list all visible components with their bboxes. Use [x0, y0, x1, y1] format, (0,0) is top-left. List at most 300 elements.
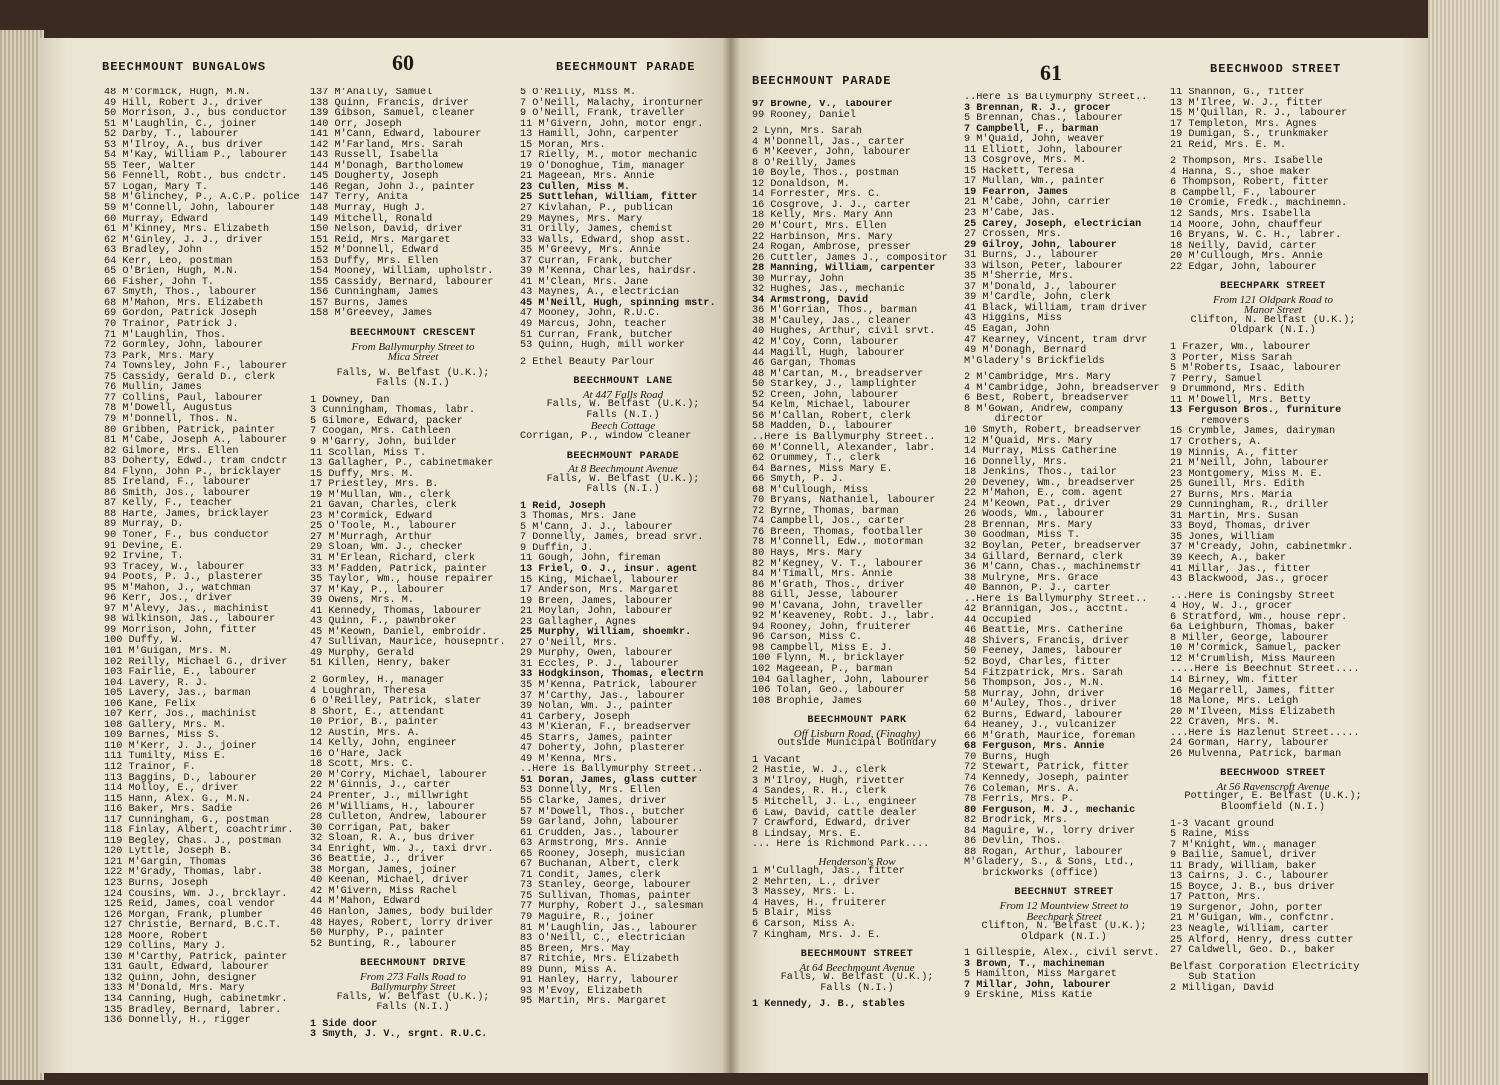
page-number: 60	[392, 50, 414, 75]
street-location: Beech Cottage	[590, 420, 656, 433]
right-running-head: BEECHWOOD STREET	[1210, 62, 1342, 76]
directory-entry: 39 Keech, A., baker	[1170, 552, 1287, 564]
directory-entry: 11 Scollan, Miss T.	[310, 447, 427, 459]
directory-entry: 7 Campbell, F., barman	[964, 123, 1099, 135]
directory-entry: 12 Donaldson, M.	[752, 178, 850, 190]
directory-entry: 11 M'Givern, John, motor engr.	[520, 118, 704, 130]
directory-entry: 31 Burns, J., labourer	[964, 250, 1099, 262]
directory-entry: 95 M'Mahon, J., watchman	[104, 582, 251, 594]
directory-entry: 45 M'Neill, Hugh, spinning mstr.	[520, 297, 716, 309]
directory-entry: 149 Mitchell, Ronald	[310, 213, 433, 225]
directory-entry: 31 Eccles, P. J., labourer	[520, 658, 679, 670]
directory-entry: 97 M'Alevy, Jas., machinist	[104, 603, 270, 615]
directory-entry: 39 M'Kenna, Charles, hairdsr.	[520, 266, 698, 278]
directory-entry: 83 Doherty, Edwd., tram cndctr	[104, 456, 288, 468]
directory-entry: 95 Martin, Mrs. Margaret	[520, 996, 667, 1008]
directory-entry: 19 Surgenor, John, porter	[1170, 902, 1323, 914]
directory-entry: 99 Rooney, Daniel	[752, 109, 856, 121]
ward-info: Oldpark (N.I.)	[1021, 931, 1107, 943]
directory-entry: 80 Ferguson, M. J., mechanic	[964, 804, 1136, 816]
directory-entry: 2 Ethel Beauty Parlour	[520, 356, 655, 368]
directory-entry: 2 Thompson, Mrs. Isabelle	[1170, 156, 1323, 168]
directory-entry: Belfast Corporation Electricity	[1170, 961, 1360, 973]
directory-entry: 29 Murphy, Owen, labourer	[520, 648, 673, 660]
directory-entry: 119 Begley, Chas. J., postman	[104, 835, 282, 847]
directory-entry: 26 Cuttler, James J., compositor	[752, 252, 948, 264]
directory-entry: 37 Curran, Frank, butcher	[520, 255, 673, 267]
directory-entry: 123 Burns, Joseph	[104, 878, 208, 890]
directory-entry: 4 M'Donnell, Jas., carter	[752, 136, 905, 148]
directory-entry: 35 M'Sherrie, Mrs.	[964, 271, 1075, 283]
directory-entry: 45 M'Keown, Daniel, embroidr.	[310, 626, 488, 638]
directory-entry: 74 Kennedy, Joseph, painter	[964, 773, 1130, 784]
directory-entry: 64 Heaney, J., vulcanizer	[964, 720, 1117, 732]
directory-entry: 33 Hodgkinson, Thomas, electrn	[520, 669, 704, 681]
directory-entry: 46 Beattie, Mrs. Catherine	[964, 625, 1123, 637]
directory-entry: 62 M'Ginley, J. J., driver	[104, 234, 263, 246]
directory-entry: 43 M'Kieran, F., breadserver	[520, 722, 692, 734]
directory-entry: 33 Walls, Edward, shop asst.	[520, 234, 692, 246]
directory-entry: 136 Donnelly, H., rigger	[104, 1015, 251, 1027]
directory-entry: 145 Dougherty, Joseph	[310, 171, 439, 183]
directory-entry: 56 M'Callan, Robert, clerk	[752, 410, 911, 422]
directory-entry: 23 Neagle, William, carter	[1170, 924, 1329, 936]
directory-entry: 8 O'Reilly, James	[752, 157, 856, 169]
directory-entry: 22 Harbinson, Mrs. Mary	[752, 231, 893, 243]
directory-entry: 142 M'Farland, Mrs. Sarah	[310, 139, 463, 151]
directory-entry: 101 M'Guigan, Mrs. M.	[104, 645, 233, 657]
ward-info: Falls, W. Belfast (U.K.);	[546, 399, 700, 411]
directory-entry: 17 Mullan, Wm., painter	[964, 176, 1105, 188]
directory-entry: 117 Cunningham, G., postman	[104, 814, 270, 826]
directory-entry: 10 Prior, B., painter	[310, 717, 439, 729]
spacer	[1170, 273, 1376, 279]
directory-entry: 89 Dunn, Miss A.	[520, 964, 618, 976]
street-heading: BEECHMOUNT DRIVE	[360, 958, 466, 970]
directory-entry: 9 M'Garry, John, builder	[310, 436, 457, 448]
directory-entry: 64 Kerr, Leo, postman	[104, 255, 233, 267]
directory-entry: 35 Taylor, Wm., house repairer	[310, 574, 494, 586]
directory-entry: 7 Donnelly, James, bread srvr.	[520, 532, 704, 544]
directory-entry: 128 Moore, Robert	[104, 930, 208, 942]
directory-entry: 15 Moran, Mrs.	[520, 139, 606, 151]
street-location: At 56 Ravenscroft Avenue	[1216, 780, 1330, 793]
spacer	[310, 950, 516, 956]
directory-entry: 82 Gilmore, Mrs. Ellen	[104, 445, 239, 457]
left-running-head: BEECHMOUNT PARADE	[752, 74, 892, 88]
street-location: At 64 Beechmount Avenue	[799, 961, 915, 974]
directory-entry: 68 Ferguson, Mrs. Annie	[964, 741, 1105, 753]
directory-entry: 32 Boylan, Peter, breadserver	[964, 540, 1142, 552]
street-heading: BEECHWOOD STREET	[1220, 768, 1326, 780]
directory-entry: 21 Moylan, John, labourer	[520, 606, 673, 618]
directory-entry: 44 Magill, Hugh, labourer	[752, 347, 905, 359]
directory-entry: 56 Fennell, Robt., bus cndctr.	[104, 171, 288, 183]
directory-entry: 6 Thompson, Robert, fitter	[1170, 177, 1329, 189]
directory-entry: 11 Elliott, John, labourer	[964, 144, 1123, 156]
directory-entry: ..Here is Ballymurphy Street..	[520, 764, 704, 776]
directory-entry: ..Here is Ballymurphy Street..	[964, 593, 1148, 605]
directory-entry: 33 Boyd, Thomas, driver	[1170, 521, 1311, 533]
directory-entry: 61 Crudden, Jas., labourer	[520, 827, 679, 839]
street-location: Beechpark Street	[1026, 910, 1102, 923]
directory-entry: 71 M'Laughlin, Thos.	[104, 329, 227, 341]
directory-entry: 3 Smyth, J. V., srgnt. R.U.C.	[310, 1029, 488, 1041]
directory-entry: 49 Marcus, John, teacher	[520, 319, 667, 331]
directory-entry: 6 Law, David, cattle dealer	[752, 807, 918, 819]
ward-info: Falls, W. Belfast (U.K.);	[546, 473, 700, 485]
street-location: At 8 Beechmount Avenue	[568, 463, 678, 476]
directory-entry: 94 Rooney, John, fruiterer	[752, 621, 911, 633]
directory-entry: 23 M'Cormick, Edward	[310, 510, 433, 522]
column	[964, 93, 1164, 1002]
directory-entry: 26 M'Williams, H., labourer	[310, 801, 476, 813]
directory-entry: 17 Priestley, Mrs. B.	[310, 479, 439, 491]
directory-entry: 52 Creen, John, labourer	[752, 389, 899, 401]
directory-entry: 42 M'Givern, Miss Rachel	[310, 885, 457, 897]
directory-entry: 79 M'Donnell, Thos. N.	[104, 413, 239, 425]
directory-entry: 154 Mooney, William, upholstr.	[310, 266, 494, 278]
directory-entry: 78 Ferris, Mrs. P.	[964, 794, 1075, 806]
ward-info: Clifton, N. Belfast (U.K.);	[981, 921, 1147, 933]
directory-entry: 105 Lavery, Jas., barman	[104, 688, 251, 700]
directory-entry: director	[964, 414, 1044, 426]
directory-entry: Sub Station	[1170, 972, 1256, 984]
directory-entry: 76 Mullin, James	[104, 382, 202, 394]
directory-entry: 1 M'Cullagh, Jas., fitter	[752, 866, 905, 878]
directory-entry: 111 Tumilty, Miss E.	[104, 751, 227, 763]
directory-entry: 11 M'Dowell, Mrs. Betty	[1170, 394, 1311, 406]
directory-entry: 80 Hays, Mrs. Mary	[752, 547, 863, 559]
directory-entry: 37 M'Donald, J., labourer	[964, 281, 1117, 293]
directory-entry: 102 Mageean, P., barman	[752, 663, 893, 675]
directory-entry: 51 M'Laughlin, C., joiner	[104, 118, 257, 130]
directory-entry: 7 Crawford, Edward, driver	[752, 818, 911, 830]
directory-entry: 21 M'Guigan, Wm., confctnr.	[1170, 913, 1336, 925]
directory-entry: 32 Hughes, Jas., mechanic	[752, 284, 905, 296]
directory-entry: 92 M'Keaveney, Robt. J., labr.	[752, 611, 936, 623]
directory-entry: 18 Malone, Mrs. Leigh	[1170, 696, 1299, 708]
directory-entry: 69 Gordon, Patrick Joseph	[104, 308, 257, 320]
directory-entry: 85 Breen, Mrs. May	[520, 943, 631, 955]
directory-entry: 3 Brennan, R. J., grocer	[964, 102, 1111, 114]
spacer	[752, 941, 962, 947]
directory-entry: 98 Wilkinson, Jas., labourer	[104, 614, 276, 626]
directory-entry: 27 Burns, Mrs. Maria	[1170, 489, 1293, 501]
directory-entry: 18 Jenkins, Thos., tailor	[964, 467, 1117, 479]
directory-entry: 141 M'Cann, Edward, labourer	[310, 129, 482, 141]
directory-entry: 90 Toner, F., bus conductor	[104, 529, 270, 541]
directory-entry: 96 Carson, Miss C.	[752, 632, 863, 644]
directory-entry: 27 M'Murragh, Arthur	[310, 531, 433, 543]
directory-entry: 5 M'Cann, J. J., labourer	[520, 521, 673, 533]
directory-entry: 8 Campbell, F., labourer	[1170, 187, 1317, 199]
directory-entry: 58 M'Glinchey, P., A.C.P. police	[104, 192, 300, 204]
directory-entry: 25 Alford, Henry, dress cutter	[1170, 934, 1354, 946]
directory-entry: 22 Craven, Mrs. M.	[1170, 717, 1281, 729]
page-number: 61	[1040, 60, 1062, 85]
directory-entry: ...Here is Hazlenut Street.....	[1170, 727, 1360, 739]
directory-entry: 38 Mulryne, Mrs. Grace	[964, 572, 1099, 584]
ward-info: Oldpark (N.I.)	[1230, 325, 1316, 337]
directory-entry: 21 M'Cabe, John, carrier	[964, 197, 1111, 209]
directory-entry: M'Gladery's Brickfields	[964, 355, 1105, 367]
directory-entry: 98 Campbell, Miss E. J.	[752, 642, 893, 654]
directory-entry: 19 Fearron, James	[964, 186, 1068, 198]
directory-entry: 17 Crothers, A.	[1170, 436, 1262, 448]
directory-entry: 40 Bannon, P. J., carter	[964, 583, 1111, 595]
directory-entry: 13 Cairns, J. C., labourer	[1170, 871, 1329, 883]
directory-entry: 67 Buchanan, Albert, clerk	[520, 859, 679, 871]
directory-entry: 72 Gormley, John, labourer	[104, 340, 263, 352]
ward-info: Falls, W. Belfast (U.K.);	[336, 367, 490, 379]
directory-entry: 27 O'Neill, Mrs.	[520, 637, 618, 649]
directory-entry: 6 Carson, Miss A.	[752, 919, 856, 931]
directory-entry: 99 Morrison, John, fitter	[104, 624, 257, 636]
directory-entry: 15 Duffy, Mrs. M.	[310, 468, 414, 480]
directory-entry: 25 Murphy, William, shoemkr.	[520, 627, 692, 639]
directory-entry: 115 Hann, Alex. G., M.N.	[104, 793, 251, 805]
directory-entry: 17 Patton, Mrs.	[1170, 892, 1262, 904]
ward-info: Falls, W. Belfast (U.K.);	[336, 991, 490, 1003]
directory-entry: 54 Fitzpatrick, Mrs. Sarah	[964, 667, 1123, 679]
directory-entry: 108 Brophie, James	[752, 695, 863, 707]
directory-entry: 36 M'Gorrian, Thos., barman	[752, 305, 918, 317]
spacer	[520, 368, 726, 374]
directory-entry: 3 M'Ilroy, Hugh, rivetter	[752, 775, 905, 787]
directory-entry: 23 Cullen, Miss M.	[520, 181, 631, 193]
directory-entry: 22 M'Ginnis, J., carter	[310, 780, 451, 792]
directory-entry: 10 Cromie, Fredk., machinemn.	[1170, 198, 1348, 210]
street-location: Mica Street	[387, 351, 439, 364]
directory-entry: 30 Murray, John	[752, 273, 844, 285]
directory-entry: 51 Curran, Frank, butcher	[520, 329, 673, 341]
directory-entry: 55 Clarke, James, driver	[520, 796, 667, 807]
directory-entry: 34 Enright, Wm. J., taxi drvr.	[310, 843, 494, 855]
directory-entry: 1 Vacant	[752, 754, 801, 766]
directory-entry: 88 Harte, James, bricklayer	[104, 508, 270, 520]
directory-entry: 157 Burns, James	[310, 297, 408, 309]
directory-entry: 41 Millar, Jas., fitter	[1170, 563, 1311, 575]
directory-entry: 137 M'Anally, Samuel	[310, 88, 433, 98]
directory-entry: 5 Brennan, Chas., labourer	[964, 113, 1123, 125]
directory-entry: 11 Gough, John, fireman	[520, 553, 661, 565]
directory-entry: 19 Breen, James, labourer	[520, 595, 673, 607]
directory-entry: 1 Reid, Joseph	[520, 500, 606, 512]
directory-entry: 54 M'Kay, William P., labourer	[104, 150, 288, 162]
directory-entry: 4 Loughran, Theresa	[310, 685, 427, 697]
ward-info: Pottinger, E. Belfast (U.K.);	[1184, 791, 1362, 803]
directory-entry: 120 Lyttle, Joseph B.	[104, 846, 233, 858]
directory-entry: 104 Gallagher, John, labourer	[752, 674, 930, 686]
directory-entry: 33 M'Fadden, Patrick, painter	[310, 563, 488, 575]
directory-entry: ... Here is Richmond Park....	[752, 839, 930, 851]
directory-entry: 3 Cunningham, Thomas, labr.	[310, 405, 476, 417]
directory-entry: 41 Kennedy, Thomas, labourer	[310, 605, 482, 617]
directory-entry: 49 Murphy, Gerald	[310, 647, 414, 659]
ward-info: Falls (N.I.)	[820, 982, 894, 994]
directory-entry: 70 Bryans, Nathaniel, labourer	[752, 495, 936, 507]
directory-entry: 104 Lavery, R. J.	[104, 677, 208, 689]
directory-entry: 40 Hughes, Arthur, civil srvt.	[752, 326, 936, 338]
directory-entry: 77 Murphy, Robert J., salesman	[520, 901, 704, 913]
directory-entry: 132 Quinn, John, designer	[104, 972, 257, 984]
directory-entry: 108 Gallery, Mrs. M.	[104, 719, 227, 731]
directory-entry: 18 Neilly, David, carter	[1170, 240, 1317, 252]
directory-entry: ...Here is Coningsby Street	[1170, 590, 1336, 602]
directory-entry: 100 Duffy, W.	[104, 635, 184, 647]
directory-entry: 1 Side door	[310, 1018, 378, 1030]
directory-entry: 5 Mitchell, J. L., engineer	[752, 797, 918, 808]
directory-entry: 27 Crossen, Mrs.	[964, 229, 1062, 241]
directory-entry: 55 Teer, Walter	[104, 160, 196, 172]
directory-entry: 2 Milligan, David	[1170, 982, 1274, 994]
directory-entry: 151 Reid, Mrs. Margaret	[310, 234, 451, 246]
directory-entry: 25 Carey, Joseph, electrician	[964, 218, 1142, 230]
directory-entry: 13 Gallagher, P., cabinetmaker	[310, 458, 494, 470]
directory-entry: 18 Kelly, Mrs. Mary Ann	[752, 210, 893, 222]
directory-entry: 72 Stewart, Patrick, fitter	[964, 762, 1130, 774]
directory-entry: 112 Trainor, F.	[104, 762, 196, 773]
directory-entry: 9 Drummond, Mrs. Edith	[1170, 384, 1305, 396]
directory-entry: 96 Kerr, Jos., driver	[104, 593, 233, 605]
directory-entry: 28 Brennan, Mrs. Mary	[964, 519, 1093, 531]
directory-entry: 63 Armstrong, Mrs. Annie	[520, 838, 667, 850]
directory-entry: 65 Rooney, Joseph, musician	[520, 848, 686, 860]
directory-entry: 50 Murphy, P., painter	[310, 928, 445, 940]
left-page-edges	[0, 30, 44, 1080]
directory-entry: 107 Kerr, Jos., machinist	[104, 709, 257, 721]
directory-entry: 68 M'Cullough, Miss	[752, 484, 869, 496]
street-location: Manor Street	[1244, 304, 1302, 317]
directory-entry: 14 Kelly, John, engineer	[310, 738, 457, 750]
directory-entry: 13 M'Ilree, W. J., fitter	[1170, 97, 1323, 109]
directory-entry: 45 Eagan, John	[964, 324, 1050, 336]
directory-entry: 1-3 Vacant ground	[1170, 818, 1274, 830]
directory-entry: 1 Gillespie, Alex., civil servt.	[964, 948, 1160, 960]
directory-entry: 15 King, Michael, labourer	[520, 574, 679, 586]
directory-entry: 16 O'Hare, Jack	[310, 748, 402, 760]
directory-entry: 3 Massey, Mrs. L.	[752, 887, 856, 899]
directory-entry: 71 Condit, James, clerk	[520, 869, 661, 881]
directory-entry: 4 Hanna, S., shoe maker	[1170, 166, 1311, 178]
directory-entry: 26 Woods, Wm., labourer	[964, 509, 1105, 521]
directory-entry: 65 O'Brien, Hugh, M.N.	[104, 266, 239, 278]
ward-info: Outside Municipal Boundary	[777, 738, 937, 750]
spacer	[964, 879, 1164, 885]
directory-entry: 32 Sloan, R. A., bus driver	[310, 833, 476, 845]
spacer	[752, 707, 962, 713]
directory-entry: Corrigan, P., window cleaner	[520, 430, 692, 442]
directory-entry: 138 Quinn, Francis, driver	[310, 97, 469, 109]
directory-entry: 5 O'Reilly, Miss M.	[520, 88, 637, 98]
directory-entry: 86 M'Grath, Thos., driver	[752, 579, 905, 591]
directory-entry: 43 Maynes, A., electrician	[520, 287, 679, 299]
directory-entry: 21 M'Neill, John, labourer	[1170, 458, 1329, 470]
directory-entry: 52 Bunting, R., labourer	[310, 938, 457, 950]
directory-entry: 18 Scott, Mrs. C.	[310, 759, 414, 771]
directory-entry: 27 Caldwell, Geo. D., baker	[1170, 945, 1336, 957]
directory-entry: 20 M'Cullough, Mrs. Annie	[1170, 251, 1323, 263]
column	[310, 88, 516, 1041]
directory-entry: 58 Madden, D., labourer	[752, 421, 893, 433]
directory-entry: 23 M'Cabe, Jas.	[964, 208, 1056, 220]
directory-entry: 109 Barnes, Miss S.	[104, 730, 221, 742]
directory-entry: 23 Gallagher, Agnes	[520, 616, 637, 628]
directory-entry: 26 Mulvenna, Patrick, barman	[1170, 748, 1342, 760]
directory-entry: 155 Cassidy, Bernard, labourer	[310, 276, 494, 288]
directory-entry: 76 Breen, Thomas, footballer	[752, 526, 924, 538]
directory-entry: 43 Higgins, Miss	[964, 313, 1062, 325]
directory-entry: 37 M'Cready, John, cabinetmkr.	[1170, 542, 1354, 554]
directory-entry: 78 M'Dowell, Augustus	[104, 403, 233, 415]
directory-entry: 16 Bryans, W. C. H., labrer.	[1170, 230, 1342, 242]
directory-entry: 79 Maguire, R., joiner	[520, 912, 655, 924]
directory-entry: 93 Tracey, W., labourer	[104, 561, 245, 573]
directory-entry: 20 Deveney, Wm., breadserver	[964, 477, 1136, 489]
directory-entry: M'Gladery, S., & Sons, Ltd.,	[964, 857, 1136, 869]
directory-entry: 87 Kelly, F., teacher	[104, 498, 233, 510]
directory-entry: 40 Keenan, Michael, driver	[310, 875, 469, 887]
directory-entry: 82 M'Kegney, V. T., labourer	[752, 558, 924, 570]
directory-entry: 77 Collins, Paul, labourer	[104, 392, 263, 404]
directory-entry: 87 Ritchie, Mrs. Elizabeth	[520, 954, 679, 966]
street-location: From 121 Oldpark Road to	[1213, 293, 1333, 306]
directory-entry: 84 M'Timall, Mrs. Annie	[752, 569, 893, 581]
column	[1170, 88, 1376, 994]
directory-entry: 42 M'Coy, Conn, labourer	[752, 337, 899, 349]
directory-entry: 121 M'Gargin, Thomas	[104, 856, 227, 868]
directory-entry: 152 M'Donnell, Edward	[310, 245, 439, 257]
directory-entry: 12 M'Quaid, Mrs. Mary	[964, 435, 1093, 447]
directory-entry: 103 Fairlie, E., labourer	[104, 667, 257, 679]
directory-entry: 30 Corrigan, Pat, baker	[310, 822, 451, 834]
directory-entry: 15 Hackett, Teresa	[964, 165, 1075, 177]
directory-entry: 60 Murray, Edward	[104, 213, 208, 225]
directory-entry: 10 Smyth, Robert, breadserver	[964, 424, 1142, 436]
directory-entry: 73 Park, Mrs. Mary	[104, 350, 215, 362]
street-location: From Ballymurphy Street to	[351, 340, 475, 353]
ward-info: Bloomfield (N.I.)	[1221, 802, 1325, 813]
directory-entry: 39 M'Cardle, John, clerk	[964, 292, 1111, 304]
directory-entry: 2 M'Cambridge, Mrs. Mary	[964, 372, 1111, 384]
directory-entry: 10 M'Cormick, Samuel, packer	[1170, 643, 1342, 655]
directory-entry: 74 Townsley, John F., labourer	[104, 361, 288, 373]
directory-entry: 59 Garland, John, labourer	[520, 817, 679, 829]
directory-entry: 88 Gill, Jesse, labourer	[752, 590, 899, 602]
directory-entry: 47 Sullivan, Maurice, housepntr.	[310, 637, 506, 649]
directory-entry: 7 Perry, Samuel	[1170, 373, 1262, 385]
directory-entry: 8 M'Gowan, Andrew, company	[964, 403, 1123, 415]
directory-entry: 17 Anderson, Mrs. Margaret	[520, 585, 679, 597]
directory-entry: 146 Regan, John J., painter	[310, 181, 476, 193]
directory-entry: 19 O'Donoghue, Tim, manager	[520, 160, 686, 172]
directory-entry: 49 M'Kenna, Mrs.	[520, 753, 618, 765]
directory-entry: 92 Irvine, T.	[104, 551, 184, 563]
directory-entry: 63 Bradley, John	[104, 245, 202, 257]
directory-entry: 76 Coleman, Mrs. A.	[964, 783, 1081, 795]
spacer	[1170, 760, 1376, 766]
directory-entry: 48 M'Cartan, M., breadserver	[752, 368, 924, 380]
directory-entry: 93 M'Evoy, Elizabeth	[520, 985, 643, 997]
directory-entry: 91 Hanley, Harry, labourer	[520, 975, 679, 987]
directory-entry: 64 Barnes, Miss Mary E.	[752, 463, 893, 475]
directory-entry: 19 Minnis, A., fitter	[1170, 447, 1299, 459]
directory-entry: ..Here is Ballymurphy Street..	[752, 431, 936, 443]
directory-entry: 14 Moore, John, chauffeur	[1170, 219, 1323, 231]
directory-entry: 78 M'Connell, Edw., motorman	[752, 537, 924, 549]
spacer	[520, 443, 726, 449]
